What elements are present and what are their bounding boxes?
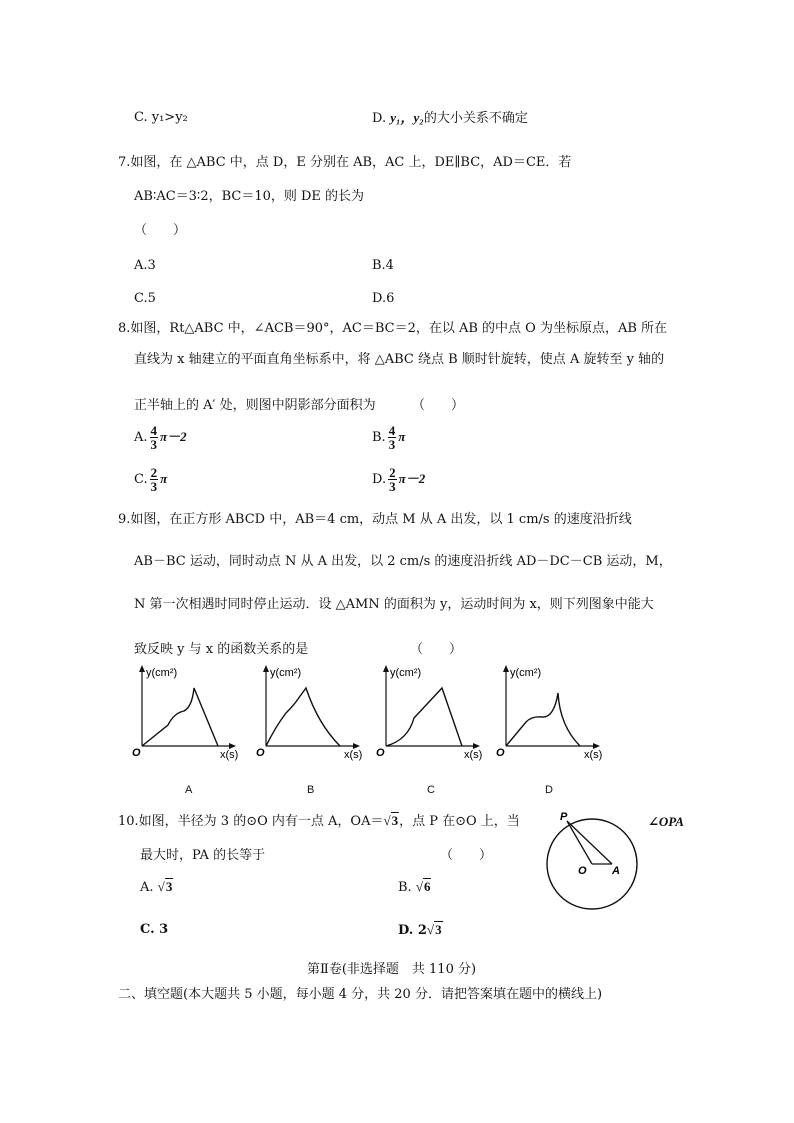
q9-graph-c-ylabel: y(cm²) (390, 667, 422, 679)
q6-option-d (372, 109, 528, 128)
section2-title: 第Ⅱ卷(非选择题 共 110 分) (307, 962, 477, 977)
q8-option-c-tail: π (160, 471, 168, 486)
q8-stem-line2: 直线为 x 轴建立的平面直角坐标系中，将 △ABC 绕点 B 顺时针旋转，使点 A 旋转至 y 轴的 (134, 352, 665, 367)
fill-in-heading: 二、填空题(本大题共 5 小题，每小题 4 分，共 20 分．请把答案填在题中的横线上) (118, 987, 603, 1002)
q9-graph-b-caption: B (307, 784, 315, 796)
q9-graph-b-xlabel: x(s) (344, 749, 363, 761)
q10-option-d-label: D. 2 (398, 923, 427, 938)
q10-stem-line2: 最大时，PA 的长等于 (140, 848, 266, 863)
q8-option-c-label: C. (134, 472, 148, 487)
q7-option-d: D.6 (372, 291, 395, 306)
q8-option-c-fraction (150, 466, 159, 493)
q8-option-b (372, 424, 405, 451)
q7-option-c: C.5 (134, 291, 156, 306)
q10-option-b-radical: √6 (415, 879, 431, 894)
q8-option-a-numerator: 4 (150, 423, 158, 438)
q9-graph-d-origin: O (496, 747, 505, 759)
q8-option-d-denominator: 3 (389, 479, 396, 494)
q10-option-b-label: B. (398, 880, 412, 895)
q8-stem-line3: 正半轴上的 A′ 处，则图中阴影部分面积为 (134, 398, 376, 413)
q8-option-a (134, 424, 187, 451)
q9-graph-c (372, 662, 490, 762)
q7-option-b: B.4 (372, 258, 394, 273)
q9-graph-d (492, 662, 610, 762)
q7-stem-line2: AB∶AC＝3∶2，BC＝10，则 DE 的长为 (134, 189, 365, 204)
q8-option-d-label: D. (372, 472, 387, 487)
q9-graph-a-xlabel: x(s) (220, 749, 239, 761)
q7-option-a: A.3 (134, 258, 156, 273)
q8-option-c (134, 466, 167, 493)
q10-option-a-radicand: 3 (165, 879, 173, 894)
q10-answer-paren: （ ） (440, 848, 493, 863)
q9-graph-d-xlabel: x(s) (584, 749, 603, 761)
q9-graph-b-origin: O (256, 747, 265, 759)
q9-graph-d-ylabel: y(cm²) (510, 667, 542, 679)
q10-point-o: O (578, 865, 587, 877)
q10-option-d (398, 921, 443, 940)
q8-option-b-denominator: 3 (388, 437, 396, 452)
q10-option-c: C. 3 (140, 922, 169, 937)
q9-graph-a (128, 662, 246, 762)
q9-stem-line4: 致反映 y 与 x 的函数关系的是 (134, 642, 309, 657)
q8-option-a-label: A. (134, 430, 148, 445)
q8-option-b-numerator: 4 (388, 423, 396, 438)
q10-option-b (398, 878, 431, 897)
q8-option-c-denominator: 3 (150, 479, 158, 494)
q8-option-d-tail: π－2 (398, 471, 426, 486)
q10-option-b-radicand: 6 (423, 879, 431, 894)
q10-option-a-radical: √3 (157, 879, 173, 894)
q8-option-d-fraction (388, 466, 397, 493)
q6-option-d-label: D. (372, 111, 391, 126)
q8-option-c-numerator: 2 (150, 465, 158, 480)
q8-option-a-tail: π－2 (160, 429, 187, 444)
q9-graph-a-origin: O (132, 747, 141, 759)
q9-graph-b-ylabel: y(cm²) (270, 667, 302, 679)
q10-option-d-radical: √3 (426, 922, 442, 937)
q7-answer-paren: （ ） (134, 223, 187, 238)
q6-option-d-vars: y₁，y₂ (390, 110, 424, 125)
q10-stem-text: 10.如图，半径为 3 的⊙O 内有一点 A，OA＝ (118, 814, 384, 829)
q10-point-p: P (560, 811, 568, 823)
q10-stem-radical: √3 (383, 813, 399, 828)
q8-answer-paren: （ ） (412, 398, 465, 413)
q10-stem-radicand: 3 (391, 813, 399, 828)
q8-option-b-fraction (388, 424, 397, 451)
q10-option-d-radicand: 3 (435, 922, 442, 937)
q6-option-c: C. y₁>y₂ (134, 110, 188, 125)
q9-graph-c-xlabel: x(s) (464, 749, 483, 761)
q9-stem-line1: 9.如图，在正方形 ABCD 中，AB＝4 cm，动点 M 从 A 出发，以 1 cm/s 的速度沿折线 (118, 512, 632, 527)
q8-option-d-numerator: 2 (389, 465, 396, 480)
q9-graph-d-caption: D (545, 784, 553, 796)
q9-answer-paren: （ ） (410, 642, 463, 657)
q9-graph-c-origin: O (376, 747, 385, 759)
q9-stem-line2: AB－BC 运动，同时动点 N 从 A 出发，以 2 cm/s 的速度沿折线 AD－DC－CB 运动，M， (134, 554, 672, 569)
q6-option-d-text: 的大小关系不确定 (423, 111, 528, 126)
q8-option-b-tail: π (398, 429, 406, 444)
q10-stem-tail: ，点 P 在⊙O 上，当 (399, 814, 520, 829)
q8-option-d (372, 466, 425, 493)
q9-stem-line3: N 第一次相遇时同时停止运动．设 △AMN 的面积为 y，运动时间为 x，则下列图象中能大 (134, 597, 654, 612)
q10-stem-line1 (118, 812, 520, 831)
q10-option-a (140, 878, 173, 897)
q9-graph-a-ylabel: y(cm²) (146, 667, 178, 679)
q10-circle-figure (536, 808, 646, 914)
q9-graph-a-caption: A (185, 784, 193, 796)
q8-option-a-denominator: 3 (150, 437, 158, 452)
q8-option-a-fraction (150, 424, 159, 451)
q8-stem-line1: 8.如图，Rt△ABC 中，∠ACB＝90°，AC＝BC＝2，在以 AB 的中点 O 为坐标原点，AB 所在 (118, 321, 668, 336)
q10-stem-angle: ∠OPA (648, 814, 684, 829)
q7-stem-line1: 7.如图，在 △ABC 中，点 D，E 分别在 AB，AC 上，DE∥BC，AD＝CE．若 (118, 155, 572, 170)
q9-graph-b (252, 662, 370, 762)
q8-option-b-label: B. (372, 430, 386, 445)
q10-option-a-label: A. (140, 880, 154, 895)
q9-graph-c-caption: C (427, 784, 435, 796)
q10-point-a: A (612, 865, 620, 877)
